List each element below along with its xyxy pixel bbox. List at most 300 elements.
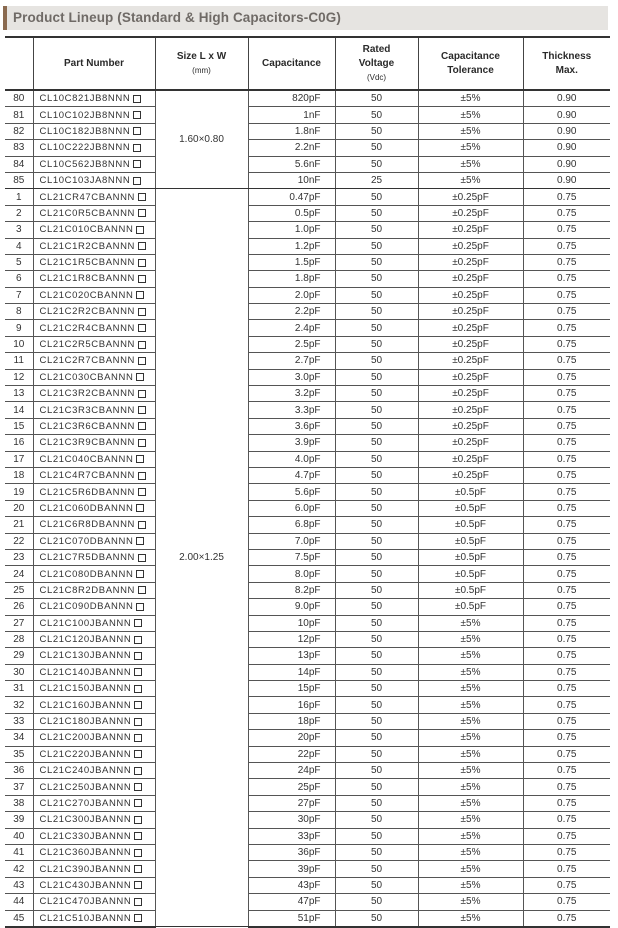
rated-voltage: 50 (335, 271, 418, 287)
row-index: 3 (5, 222, 33, 238)
rated-voltage: 50 (335, 418, 418, 434)
thickness: 0.75 (523, 549, 610, 565)
table-row (5, 402, 610, 418)
tolerance: ±5% (418, 894, 523, 910)
row-index: 22 (5, 533, 33, 549)
capacitance: 4.7pF (248, 467, 335, 483)
rated-voltage: 50 (335, 533, 418, 549)
capacitance: 1nF (248, 107, 335, 123)
table-row (5, 467, 610, 483)
table-row (5, 533, 610, 549)
rated-voltage: 50 (335, 107, 418, 123)
capacitance: 18pF (248, 713, 335, 729)
table-row (5, 877, 610, 893)
table-row (5, 484, 610, 500)
rated-voltage: 50 (335, 763, 418, 779)
capacitance: 14pF (248, 664, 335, 680)
row-index: 84 (5, 156, 33, 172)
capacitance: 30pF (248, 812, 335, 828)
tolerance: ±5% (418, 795, 523, 811)
tolerance: ±0.5pF (418, 566, 523, 582)
row-index: 9 (5, 320, 33, 336)
part-number: CL21C2R7CBANNN (33, 353, 155, 369)
table-row (5, 681, 610, 697)
placeholder-box-icon (136, 226, 144, 234)
row-index: 8 (5, 304, 33, 320)
part-number: CL10C562JB8NNN (33, 156, 155, 172)
capacitance: 1.2pF (248, 238, 335, 254)
thickness: 0.75 (523, 238, 610, 254)
placeholder-box-icon (134, 832, 142, 840)
placeholder-box-icon (134, 799, 142, 807)
rated-voltage: 50 (335, 140, 418, 156)
thickness: 0.75 (523, 320, 610, 336)
placeholder-box-icon (136, 373, 144, 381)
capacitance: 1.8pF (248, 271, 335, 287)
part-number: CL21C180JBANNN (33, 713, 155, 729)
row-index: 33 (5, 713, 33, 729)
capacitance: 0.5pF (248, 205, 335, 221)
tolerance: ±0.25pF (418, 304, 523, 320)
table-row (5, 172, 610, 188)
tolerance: ±0.5pF (418, 599, 523, 615)
rated-voltage: 25 (335, 172, 418, 188)
capacitance: 820pF (248, 90, 335, 107)
thickness: 0.75 (523, 517, 610, 533)
rated-voltage: 50 (335, 713, 418, 729)
placeholder-box-icon (134, 750, 142, 758)
tolerance: ±5% (418, 910, 523, 927)
part-number: CL21C4R7CBANNN (33, 467, 155, 483)
row-index: 27 (5, 615, 33, 631)
row-index: 80 (5, 90, 33, 107)
placeholder-box-icon (136, 603, 144, 611)
placeholder-box-icon (138, 242, 146, 250)
capacitance: 5.6nF (248, 156, 335, 172)
row-index: 28 (5, 631, 33, 647)
header-tolerance: Capacitance Tolerance (418, 37, 523, 90)
rated-voltage: 50 (335, 222, 418, 238)
capacitance: 43pF (248, 877, 335, 893)
row-index: 1 (5, 189, 33, 205)
tolerance: ±0.25pF (418, 402, 523, 418)
placeholder-box-icon (136, 570, 144, 578)
rated-voltage: 50 (335, 500, 418, 516)
table-row (5, 189, 610, 205)
placeholder-box-icon (134, 718, 142, 726)
capacitance: 2.2pF (248, 304, 335, 320)
part-number: CL21C1R2CBANNN (33, 238, 155, 254)
rated-voltage: 50 (335, 681, 418, 697)
thickness: 0.75 (523, 877, 610, 893)
tolerance: ±0.5pF (418, 500, 523, 516)
part-number: CL21C200JBANNN (33, 730, 155, 746)
tolerance: ±0.5pF (418, 549, 523, 565)
table-row (5, 353, 610, 369)
table-row (5, 631, 610, 647)
thickness: 0.75 (523, 386, 610, 402)
thickness: 0.75 (523, 304, 610, 320)
row-index: 41 (5, 844, 33, 860)
placeholder-box-icon (138, 209, 146, 217)
rated-voltage: 50 (335, 304, 418, 320)
row-index: 15 (5, 418, 33, 434)
table-row (5, 795, 610, 811)
table-row (5, 648, 610, 664)
rated-voltage: 50 (335, 90, 418, 107)
capacitance: 3.2pF (248, 386, 335, 402)
tolerance: ±5% (418, 631, 523, 647)
row-index: 44 (5, 894, 33, 910)
placeholder-box-icon (134, 865, 142, 873)
rated-voltage: 50 (335, 402, 418, 418)
row-index: 82 (5, 123, 33, 139)
tolerance: ±0.25pF (418, 222, 523, 238)
table-row (5, 320, 610, 336)
row-index: 40 (5, 828, 33, 844)
tolerance: ±5% (418, 828, 523, 844)
thickness: 0.75 (523, 713, 610, 729)
thickness: 0.75 (523, 681, 610, 697)
row-index: 7 (5, 287, 33, 303)
thickness: 0.75 (523, 222, 610, 238)
placeholder-box-icon (134, 652, 142, 660)
part-number: CL21C2R5CBANNN (33, 336, 155, 352)
rated-voltage: 50 (335, 156, 418, 172)
capacitance: 2.0pF (248, 287, 335, 303)
row-index: 18 (5, 467, 33, 483)
thickness: 0.75 (523, 254, 610, 270)
row-index: 11 (5, 353, 33, 369)
row-index: 42 (5, 861, 33, 877)
rated-voltage: 50 (335, 894, 418, 910)
thickness: 0.90 (523, 172, 610, 188)
part-number: CL21C3R2CBANNN (33, 386, 155, 402)
thickness: 0.75 (523, 467, 610, 483)
capacitance: 2.2nF (248, 140, 335, 156)
rated-voltage: 50 (335, 254, 418, 270)
thickness: 0.75 (523, 369, 610, 385)
rated-voltage: 50 (335, 746, 418, 762)
capacitance: 51pF (248, 910, 335, 927)
capacitance: 20pF (248, 730, 335, 746)
thickness: 0.75 (523, 402, 610, 418)
table-row (5, 812, 610, 828)
size-cell: 1.60×0.80 (155, 90, 248, 189)
thickness: 0.75 (523, 599, 610, 615)
table-row (5, 435, 610, 451)
section-title-bar (3, 6, 608, 30)
header-rated-voltage: Rated Voltage (Vdc) (335, 37, 418, 90)
rated-voltage: 50 (335, 369, 418, 385)
table-row (5, 205, 610, 221)
thickness: 0.90 (523, 107, 610, 123)
rated-voltage: 50 (335, 779, 418, 795)
rated-voltage: 50 (335, 795, 418, 811)
row-index: 14 (5, 402, 33, 418)
placeholder-box-icon (138, 439, 146, 447)
row-index: 19 (5, 484, 33, 500)
tolerance: ±5% (418, 107, 523, 123)
rated-voltage: 50 (335, 435, 418, 451)
row-index: 38 (5, 795, 33, 811)
tolerance: ±5% (418, 730, 523, 746)
thickness: 0.75 (523, 353, 610, 369)
row-index: 32 (5, 697, 33, 713)
part-number: CL21C130JBANNN (33, 648, 155, 664)
row-index: 29 (5, 648, 33, 664)
placeholder-box-icon (138, 259, 146, 267)
row-index: 20 (5, 500, 33, 516)
capacitance: 8.2pF (248, 582, 335, 598)
placeholder-box-icon (134, 685, 142, 693)
tolerance: ±5% (418, 861, 523, 877)
thickness: 0.75 (523, 287, 610, 303)
tolerance: ±5% (418, 681, 523, 697)
capacitance: 0.47pF (248, 189, 335, 205)
part-number: CL21C360JBANNN (33, 844, 155, 860)
row-index: 45 (5, 910, 33, 927)
part-number: CL21C090DBANNN (33, 599, 155, 615)
capacitance: 7.5pF (248, 549, 335, 565)
capacitance: 27pF (248, 795, 335, 811)
placeholder-box-icon (138, 308, 146, 316)
rated-voltage: 50 (335, 599, 418, 615)
rated-voltage: 50 (335, 812, 418, 828)
tolerance: ±5% (418, 713, 523, 729)
thickness: 0.75 (523, 582, 610, 598)
part-number: CL21C1R8CBANNN (33, 271, 155, 287)
tolerance: ±5% (418, 156, 523, 172)
thickness: 0.75 (523, 336, 610, 352)
tolerance: ±5% (418, 172, 523, 188)
thickness: 0.75 (523, 861, 610, 877)
placeholder-box-icon (134, 619, 142, 627)
tolerance: ±5% (418, 746, 523, 762)
header-thickness: Thickness Max. (523, 37, 610, 90)
table-row (5, 730, 610, 746)
header-size: Size L x W (mm) (155, 37, 248, 90)
part-number: CL21C3R6CBANNN (33, 418, 155, 434)
thickness: 0.75 (523, 763, 610, 779)
placeholder-box-icon (133, 127, 141, 135)
row-index: 10 (5, 336, 33, 352)
rated-voltage: 50 (335, 517, 418, 533)
tolerance: ±0.25pF (418, 205, 523, 221)
part-number: CL21C270JBANNN (33, 795, 155, 811)
capacitance: 1.8nF (248, 123, 335, 139)
rated-voltage: 50 (335, 828, 418, 844)
capacitance: 24pF (248, 763, 335, 779)
tolerance: ±0.5pF (418, 533, 523, 549)
row-index: 17 (5, 451, 33, 467)
thickness: 0.75 (523, 566, 610, 582)
part-number: CL21C140JBANNN (33, 664, 155, 680)
rated-voltage: 50 (335, 336, 418, 352)
part-number: CL21C6R8DBANNN (33, 517, 155, 533)
placeholder-box-icon (133, 177, 141, 185)
rated-voltage: 50 (335, 320, 418, 336)
rated-voltage: 50 (335, 386, 418, 402)
rated-voltage: 50 (335, 451, 418, 467)
tolerance: ±0.25pF (418, 189, 523, 205)
rated-voltage: 50 (335, 877, 418, 893)
thickness: 0.75 (523, 631, 610, 647)
capacitance: 47pF (248, 894, 335, 910)
row-index: 36 (5, 763, 33, 779)
thickness: 0.90 (523, 156, 610, 172)
tolerance: ±0.5pF (418, 582, 523, 598)
thickness: 0.90 (523, 90, 610, 107)
placeholder-box-icon (138, 472, 146, 480)
thickness: 0.75 (523, 812, 610, 828)
part-number: CL21C430JBANNN (33, 877, 155, 893)
table-row (5, 271, 610, 287)
capacitance: 25pF (248, 779, 335, 795)
placeholder-box-icon (133, 111, 141, 119)
capacitance: 7.0pF (248, 533, 335, 549)
placeholder-box-icon (134, 898, 142, 906)
capacitance: 16pF (248, 697, 335, 713)
table-row (5, 451, 610, 467)
row-index: 25 (5, 582, 33, 598)
part-number: CL21C3R3CBANNN (33, 402, 155, 418)
row-index: 4 (5, 238, 33, 254)
thickness: 0.75 (523, 484, 610, 500)
capacitance: 4.0pF (248, 451, 335, 467)
tolerance: ±0.25pF (418, 238, 523, 254)
thickness: 0.75 (523, 730, 610, 746)
tolerance: ±5% (418, 697, 523, 713)
table-row (5, 599, 610, 615)
capacitance: 15pF (248, 681, 335, 697)
table-row (5, 123, 610, 139)
table-row (5, 140, 610, 156)
part-number: CL21C070DBANNN (33, 533, 155, 549)
row-index: 6 (5, 271, 33, 287)
thickness: 0.75 (523, 451, 610, 467)
tolerance: ±0.5pF (418, 517, 523, 533)
part-number: CL21CR47CBANNN (33, 189, 155, 205)
row-index: 37 (5, 779, 33, 795)
table-row (5, 238, 610, 254)
tolerance: ±5% (418, 140, 523, 156)
capacitance: 13pF (248, 648, 335, 664)
part-number: CL10C821JB8NNN (33, 90, 155, 107)
placeholder-box-icon (138, 193, 146, 201)
table-row (5, 566, 610, 582)
rated-voltage: 50 (335, 549, 418, 565)
row-index: 12 (5, 369, 33, 385)
table-row (5, 894, 610, 910)
part-number: CL21C150JBANNN (33, 681, 155, 697)
tolerance: ±5% (418, 664, 523, 680)
tolerance: ±5% (418, 763, 523, 779)
placeholder-box-icon (133, 160, 141, 168)
capacitance: 2.7pF (248, 353, 335, 369)
row-index: 81 (5, 107, 33, 123)
table-row (5, 418, 610, 434)
part-number: CL21C510JBANNN (33, 910, 155, 927)
table-row (5, 763, 610, 779)
rated-voltage: 50 (335, 844, 418, 860)
row-index: 13 (5, 386, 33, 402)
row-index: 31 (5, 681, 33, 697)
rated-voltage: 50 (335, 582, 418, 598)
tolerance: ±0.25pF (418, 418, 523, 434)
placeholder-box-icon (138, 406, 146, 414)
rated-voltage: 50 (335, 566, 418, 582)
row-index: 21 (5, 517, 33, 533)
part-number: CL21C2R4CBANNN (33, 320, 155, 336)
tolerance: ±0.25pF (418, 467, 523, 483)
thickness: 0.75 (523, 779, 610, 795)
capacitance: 3.0pF (248, 369, 335, 385)
row-index: 34 (5, 730, 33, 746)
capacitance: 6.0pF (248, 500, 335, 516)
capacitance: 3.6pF (248, 418, 335, 434)
table-row (5, 615, 610, 631)
capacitance: 39pF (248, 861, 335, 877)
rated-voltage: 50 (335, 664, 418, 680)
placeholder-box-icon (134, 849, 142, 857)
table-row (5, 304, 610, 320)
placeholder-box-icon (138, 488, 146, 496)
rated-voltage: 50 (335, 615, 418, 631)
tolerance: ±0.25pF (418, 353, 523, 369)
tolerance: ±0.25pF (418, 320, 523, 336)
rated-voltage: 50 (335, 353, 418, 369)
placeholder-box-icon (138, 357, 146, 365)
placeholder-box-icon (138, 341, 146, 349)
table-row (5, 386, 610, 402)
part-number: CL21C2R2CBANNN (33, 304, 155, 320)
part-number: CL21C5R6DBANNN (33, 484, 155, 500)
tolerance: ±5% (418, 615, 523, 631)
tolerance: ±0.25pF (418, 271, 523, 287)
rated-voltage: 50 (335, 189, 418, 205)
header-capacitance: Capacitance (248, 37, 335, 90)
part-number: CL21C020CBANNN (33, 287, 155, 303)
rated-voltage: 50 (335, 238, 418, 254)
row-index: 26 (5, 599, 33, 615)
thickness: 0.75 (523, 205, 610, 221)
part-number: CL21C120JBANNN (33, 631, 155, 647)
placeholder-box-icon (136, 504, 144, 512)
capacitance: 22pF (248, 746, 335, 762)
part-number: CL10C103JA8NNN (33, 172, 155, 188)
table-row (5, 844, 610, 860)
table-row (5, 107, 610, 123)
header-part-number: Part Number (33, 37, 155, 90)
thickness: 0.75 (523, 697, 610, 713)
row-index: 85 (5, 172, 33, 188)
rated-voltage: 50 (335, 861, 418, 877)
row-index: 39 (5, 812, 33, 828)
tolerance: ±0.25pF (418, 336, 523, 352)
placeholder-box-icon (134, 767, 142, 775)
table-row (5, 287, 610, 303)
tolerance: ±5% (418, 779, 523, 795)
table-row (5, 779, 610, 795)
thickness: 0.75 (523, 844, 610, 860)
row-index: 5 (5, 254, 33, 270)
part-number: CL21C0R5CBANNN (33, 205, 155, 221)
tolerance: ±5% (418, 812, 523, 828)
capacitance: 8.0pF (248, 566, 335, 582)
table-row (5, 336, 610, 352)
capacitance: 9.0pF (248, 599, 335, 615)
